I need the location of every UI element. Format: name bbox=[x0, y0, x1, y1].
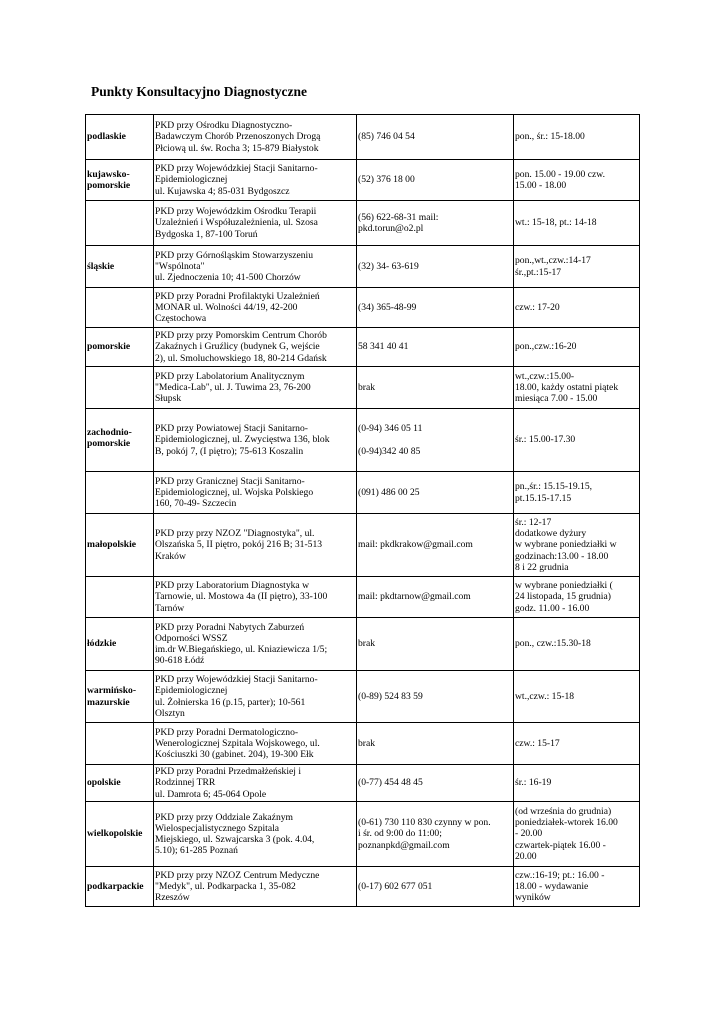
hours-cell: pon., śr.: 15-18.00 bbox=[514, 115, 640, 160]
institution-cell: PKD przy Poradni Profilaktyki Uzależnień MONAR ul. Wolności 44/19, 42-200 Częstochowa bbox=[154, 288, 357, 328]
region-cell bbox=[86, 577, 154, 618]
table-row bbox=[86, 115, 640, 160]
institution-cell: PKD przy Wojewódzkim Ośrodku Terapii Uzależnień i Współuzależnienia, ul. Szosa Bydgoska 1, 87-100 Toruń bbox=[154, 201, 357, 246]
hours-cell: wt.,czw.: 15-18 bbox=[514, 671, 640, 723]
contact-cell: brak bbox=[357, 723, 514, 765]
contact-cell: (0-77) 454 48 45 bbox=[357, 765, 514, 802]
table-row bbox=[86, 160, 640, 201]
institution-cell: PKD przy przy Oddziale Zakaźnym Wielospecjalistycznego Szpitala Miejskiego, ul. Szwajcarska 3 (pok. 4.04, 5.10); 61-285 Poznań bbox=[154, 802, 357, 867]
region-cell: kujawsko- pomorskie bbox=[86, 160, 154, 201]
hours-cell: czw.: 17-20 bbox=[514, 288, 640, 328]
contact-cell: (0-89) 524 83 59 bbox=[357, 671, 514, 723]
contact-cell: (52) 376 18 00 bbox=[357, 160, 514, 201]
contact-cell: (85) 746 04 54 bbox=[357, 115, 514, 160]
contact-cell: 58 341 40 41 bbox=[357, 328, 514, 367]
hours-cell: śr.: 16-19 bbox=[514, 765, 640, 802]
hours-cell: pon.,czw.:16-20 bbox=[514, 328, 640, 367]
table-row bbox=[86, 288, 640, 328]
region-cell: zachodnio- pomorskie bbox=[86, 409, 154, 472]
contact-cell: (0-94) 346 05 11 (0-94)342 40 85 bbox=[357, 409, 514, 472]
contact-cell: (0-61) 730 110 830 czynny w pon. i śr. od 9:00 do 11:00; poznanpkd@gmail.com bbox=[357, 802, 514, 867]
institution-cell: PKD przy przy NZOZ Centrum Medyczne "Medyk", ul. Podkarpacka 1, 35-082 Rzeszów bbox=[154, 867, 357, 907]
region-cell: podlaskie bbox=[86, 115, 154, 160]
table-row bbox=[86, 514, 640, 577]
contact-cell: (0-17) 602 677 051 bbox=[357, 867, 514, 907]
contact-cell: brak bbox=[357, 367, 514, 409]
contact-cell: (32) 34- 63-619 bbox=[357, 246, 514, 288]
table-row bbox=[86, 671, 640, 723]
table-row bbox=[86, 201, 640, 246]
region-cell: pomorskie bbox=[86, 328, 154, 367]
table-row bbox=[86, 472, 640, 514]
region-cell bbox=[86, 201, 154, 246]
table-row bbox=[86, 246, 640, 288]
contact-cell: mail: pkdkrakow@gmail.com bbox=[357, 514, 514, 577]
hours-cell: czw.:16-19; pt.: 16.00 - 18.00 - wydawanie wyników bbox=[514, 867, 640, 907]
table-row bbox=[86, 765, 640, 802]
table-row bbox=[86, 723, 640, 765]
hours-cell: pon., czw.:15.30-18 bbox=[514, 618, 640, 671]
institution-cell: PKD przy Wojewódzkiej Stacji Sanitarno- Epidemiologicznej ul. Kujawska 4; 85-031 Bydgoszcz bbox=[154, 160, 357, 201]
institution-cell: PKD przy Górnośląskim Stowarzyszeniu "Wspólnota" ul. Zjednoczenia 10; 41-500 Chorzów bbox=[154, 246, 357, 288]
institution-cell: PKD przy Ośrodku Diagnostyczno- Badawczym Chorób Przenoszonych Drogą Płciową ul. św. Rocha 3; 15-879 Białystok bbox=[154, 115, 357, 160]
contact-cell: (091) 486 00 25 bbox=[357, 472, 514, 514]
table-row bbox=[86, 867, 640, 907]
pkd-table-body bbox=[86, 115, 640, 907]
page-title: Punkty Konsultacyjno Diagnostyczne bbox=[91, 84, 308, 99]
institution-cell: PKD przy Poradni Dermatologiczno- Wenerologicznej Szpitala Wojskowego, ul. Kościuszki 30 (gabinet. 204), 19-300 Ełk bbox=[154, 723, 357, 765]
institution-cell: PKD przy Granicznej Stacji Sanitarno- Epidemiologicznej, ul. Wojska Polskiego 160, 70-49- Szczecin bbox=[154, 472, 357, 514]
region-cell: wielkopolskie bbox=[86, 802, 154, 867]
institution-cell: PKD przy Poradni Przedmałżeńskiej i Rodzinnej TRR ul. Damrota 6; 45-064 Opole bbox=[154, 765, 357, 802]
region-cell bbox=[86, 472, 154, 514]
region-cell: łódzkie bbox=[86, 618, 154, 671]
region-cell bbox=[86, 367, 154, 409]
institution-cell: PKD przy Laboratorium Diagnostyka w Tarnowie, ul. Mostowa 4a (II piętro), 33-100 Tarnów bbox=[154, 577, 357, 618]
region-cell: małopolskie bbox=[86, 514, 154, 577]
table-row bbox=[86, 577, 640, 618]
region-cell: podkarpackie bbox=[86, 867, 154, 907]
hours-cell: pon.,wt.,czw.:14-17 śr.,pt.:15-17 bbox=[514, 246, 640, 288]
hours-cell: śr.: 12-17 dodatkowe dyżury w wybrane poniedziałki w godzinach:13.00 - 18.00 8 i 22 grudnia bbox=[514, 514, 640, 577]
region-cell bbox=[86, 288, 154, 328]
contact-cell: (34) 365-48-99 bbox=[357, 288, 514, 328]
table-row bbox=[86, 409, 640, 472]
hours-cell: czw.: 15-17 bbox=[514, 723, 640, 765]
institution-cell: PKD przy Poradni Nabytych Zaburzeń Odporności WSSZ im.dr W.Biegańskiego, ul. Kniaziewicza 1/5; 90-618 Łódź bbox=[154, 618, 357, 671]
region-cell: śląskie bbox=[86, 246, 154, 288]
region-cell: warmińsko- mazurskie bbox=[86, 671, 154, 723]
institution-cell: PKD przy Wojewódzkiej Stacji Sanitarno- Epidemiologicznej ul. Żołnierska 16 (p.15, parter); 10-561 Olsztyn bbox=[154, 671, 357, 723]
region-cell bbox=[86, 723, 154, 765]
hours-cell: wt.: 15-18, pt.: 14-18 bbox=[514, 201, 640, 246]
table-row bbox=[86, 802, 640, 867]
table-row bbox=[86, 618, 640, 671]
table-row bbox=[86, 328, 640, 367]
institution-cell: PKD przy przy Pomorskim Centrum Chorób Zakaźnych i Gruźlicy (budynek G, wejście 2), ul. Smoluchowskiego 18, 80-214 Gdańsk bbox=[154, 328, 357, 367]
hours-cell: pn.,śr.: 15.15-19.15, pt.15.15-17.15 bbox=[514, 472, 640, 514]
region-cell: opolskie bbox=[86, 765, 154, 802]
hours-cell: pon. 15.00 - 19.00 czw. 15.00 - 18.00 bbox=[514, 160, 640, 201]
pkd-table bbox=[85, 114, 640, 907]
institution-cell: PKD przy Labolatorium Analitycznym "Medica-Lab", ul. J. Tuwima 23, 76-200 Słupsk bbox=[154, 367, 357, 409]
hours-cell: śr.: 15.00-17.30 bbox=[514, 409, 640, 472]
contact-cell: mail: pkdtarnow@gmail.com bbox=[357, 577, 514, 618]
hours-cell: w wybrane poniedziałki ( 24 listopada, 15 grudnia) godz. 11.00 - 16.00 bbox=[514, 577, 640, 618]
institution-cell: PKD przy przy NZOZ "Diagnostyka", ul. Olszańska 5, II piętro, pokój 216 B; 31-513 Kraków bbox=[154, 514, 357, 577]
hours-cell: wt.,czw.:15.00- 18.00, każdy ostatni piątek miesiąca 7.00 - 15.00 bbox=[514, 367, 640, 409]
contact-cell: brak bbox=[357, 618, 514, 671]
institution-cell: PKD przy Powiatowej Stacji Sanitarno- Epidemiologicznej, ul. Zwycięstwa 136, blok B, pokój 7, (I piętro); 75-613 Koszalin bbox=[154, 409, 357, 472]
contact-cell: (56) 622-68-31 mail: pkd.torun@o2.pl bbox=[357, 201, 514, 246]
hours-cell: (od września do grudnia) poniedziałek-wtorek 16.00 - 20.00 czwartek-piątek 16.00 - 20.00 bbox=[514, 802, 640, 867]
table-row bbox=[86, 367, 640, 409]
